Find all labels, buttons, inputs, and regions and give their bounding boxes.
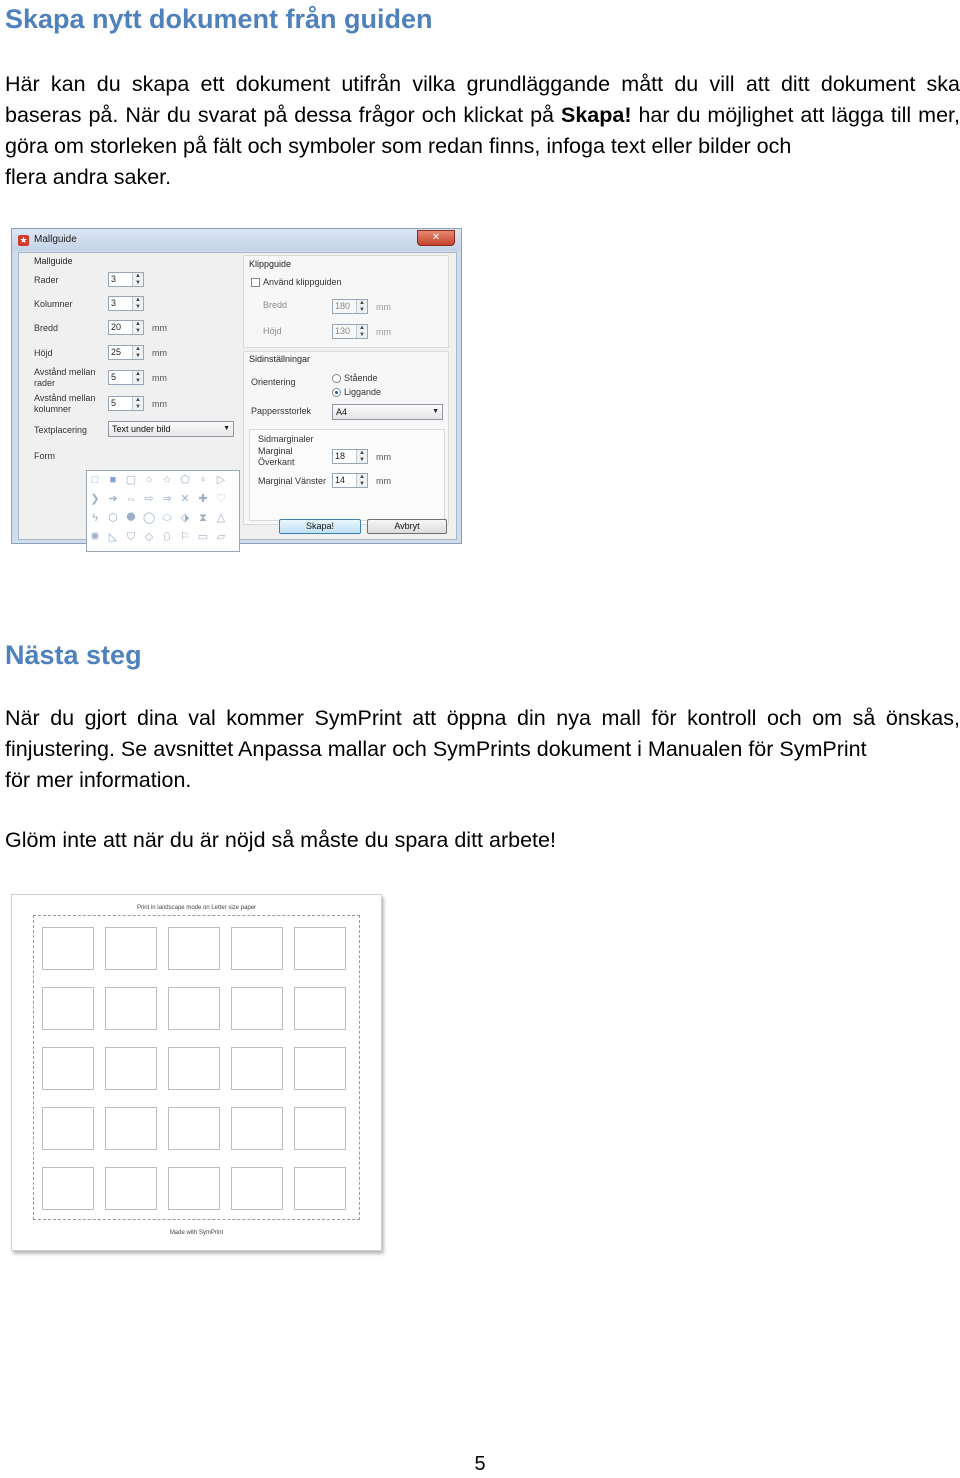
overkant-unit: mm: [376, 452, 391, 462]
diamond-shape-icon[interactable]: ◇: [144, 531, 154, 543]
block-arrow-shape-icon[interactable]: ⇨: [144, 493, 154, 505]
cut-guide: [33, 915, 360, 1220]
stepper-arrows-icon[interactable]: ▲ ▼: [132, 321, 143, 334]
rader-stepper[interactable]: [108, 272, 144, 287]
chevron-shape-icon[interactable]: ❯: [90, 493, 100, 505]
close-icon[interactable]: ✕: [417, 230, 455, 246]
intro-text-after: har du möjlighet att lägga till mer, göra om storleken på fält och symboler som redan finns, infoga text eller bilder och: [5, 103, 960, 158]
save-reminder: Glöm inte att när du är nöjd så måste du spara ditt arbete!: [5, 828, 556, 852]
next-step-paragraph: [5, 703, 960, 796]
avstand-rader-label: [34, 367, 95, 389]
intro-text-bold: Skapa!: [560, 103, 632, 127]
klippguide-checkbox[interactable]: [251, 278, 260, 287]
stepper-arrows-icon[interactable]: ▲ ▼: [356, 474, 367, 487]
arrow-shape-icon[interactable]: ⇒: [162, 493, 172, 505]
template-cell: [105, 927, 157, 970]
liggande-radio[interactable]: [332, 388, 341, 397]
kolumner-label: Kolumner: [34, 299, 73, 309]
hojd-stepper[interactable]: [108, 345, 144, 360]
stepper-arrows-icon[interactable]: ▲ ▼: [356, 450, 367, 463]
template-cell: [42, 1047, 94, 1090]
template-cell: [294, 1167, 346, 1210]
orientering-label: Orientering: [251, 377, 296, 387]
klipp-hojd-stepper[interactable]: [332, 324, 368, 339]
bredd-label: Bredd: [34, 323, 59, 333]
liggande-label: Liggande: [344, 387, 382, 397]
plus-shape-icon[interactable]: ✚: [198, 493, 208, 505]
template-cell: [231, 1107, 283, 1150]
overkant-line2: Överkant: [258, 457, 295, 467]
bredd-unit: mm: [152, 323, 167, 333]
vanster-label: Marginal Vänster: [258, 476, 327, 486]
shape-picker[interactable]: [86, 470, 240, 552]
circle-shape-icon[interactable]: ○: [145, 474, 153, 486]
template-cell: [231, 927, 283, 970]
template-cell: [294, 987, 346, 1030]
template-cell: [42, 987, 94, 1030]
klipp-hojd-value: 130: [335, 326, 351, 336]
wedge-shape-icon[interactable]: ◺: [108, 531, 118, 543]
chevron-down-icon: ▼: [432, 408, 439, 415]
avstand-rader-line2: rader: [34, 378, 56, 388]
klipp-bredd-value: 180: [335, 301, 351, 311]
next-step-text: När du gjort dina val kommer SymPrint att öppna din nya mall för kontroll och om så önskas, finjustering. Se avsnittet Anpassa mallar och SymPrints dokument i Manualen för SymPrint: [5, 706, 960, 761]
template-cell: [42, 1167, 94, 1210]
keyhole-shape-icon[interactable]: ♀: [198, 474, 208, 486]
textplacering-value: Text under bild: [112, 424, 171, 434]
section-heading-create: Skapa nytt dokument från guiden: [5, 4, 433, 34]
vanster-value: 14: [335, 475, 346, 485]
avstand-kolumner-label: [34, 393, 95, 415]
star-icon: ★: [19, 235, 28, 245]
stepper-arrows-icon[interactable]: ▲ ▼: [132, 297, 143, 310]
avstand-rader-unit: mm: [152, 373, 167, 383]
double-arrow-shape-icon[interactable]: ⇔: [125, 493, 137, 505]
stepper-arrows-icon[interactable]: ▲ ▼: [356, 300, 367, 313]
octagon-shape-icon[interactable]: ⯃: [126, 512, 136, 524]
cylinder-shape-icon[interactable]: ⬯: [163, 531, 171, 543]
dialog-client-area: [18, 252, 457, 543]
kolumner-value: 3: [111, 298, 117, 308]
rader-value: 3: [111, 274, 117, 284]
chevron-down-icon: ▼: [223, 425, 230, 432]
template-cell: [105, 1167, 157, 1210]
overkant-label: [258, 446, 295, 468]
template-cell: [231, 987, 283, 1030]
arrow-right-shape-icon[interactable]: ➔: [108, 493, 118, 505]
heart-shape-icon[interactable]: ♡: [216, 493, 226, 505]
template-preview-image: [11, 894, 382, 1251]
template-cell: [105, 1107, 157, 1150]
klipp-bredd-label: Bredd: [263, 300, 288, 310]
rounded-square-shape-icon[interactable]: ■: [109, 474, 117, 486]
avbryt-button[interactable]: Avbryt: [367, 519, 447, 534]
sidinstallningar-group-title: Sidinställningar: [249, 354, 311, 364]
stepper-arrows-icon[interactable]: ▲ ▼: [132, 371, 143, 384]
cross-x-shape-icon[interactable]: ✕: [180, 493, 190, 505]
hexagon-shape-icon[interactable]: ⬡: [108, 512, 118, 524]
avstand-kol-line1: Avstånd mellan: [34, 393, 96, 403]
pappersstorlek-value: A4: [336, 407, 348, 417]
pentagon-shape-icon[interactable]: ⬠: [180, 474, 190, 486]
triangle-right-shape-icon[interactable]: ▷: [216, 474, 226, 486]
stepper-arrows-icon[interactable]: ▲ ▼: [132, 346, 143, 359]
lightning-shape-icon[interactable]: ϟ: [92, 512, 98, 524]
avstand-rader-stepper[interactable]: [108, 370, 144, 385]
document-shape-icon[interactable]: ▭: [197, 531, 209, 543]
mallguide-dialog-screenshot: [11, 228, 462, 544]
hojd-label: Höjd: [34, 348, 53, 358]
klippguide-group-title: Klippguide: [249, 259, 292, 269]
ring-shape-icon[interactable]: ◯: [143, 512, 156, 524]
overkant-value: 18: [335, 451, 346, 461]
pentagon-arrow-shape-icon[interactable]: ⬗: [180, 512, 190, 524]
template-cell: [294, 927, 346, 970]
klipp-hojd-label: Höjd: [263, 326, 282, 336]
stepper-arrows-icon[interactable]: ▲ ▼: [356, 325, 367, 338]
template-cell: [168, 927, 220, 970]
overkant-stepper[interactable]: [332, 449, 368, 464]
template-cell: [231, 1047, 283, 1090]
rader-label: Rader: [34, 275, 59, 285]
template-cell: [105, 987, 157, 1030]
bredd-value: 20: [111, 322, 122, 332]
rounded-rect-shape-icon[interactable]: ▢: [125, 474, 137, 486]
stepper-arrows-icon[interactable]: ▲ ▼: [132, 273, 143, 286]
avstand-kolumner-stepper[interactable]: [108, 396, 144, 411]
hojd-unit: mm: [152, 348, 167, 358]
skapa-button[interactable]: Skapa!: [279, 519, 361, 534]
template-cell: [168, 1047, 220, 1090]
preview-header-text: Print in landscape mode on Letter size paper: [136, 905, 257, 911]
vanster-stepper[interactable]: [332, 473, 368, 488]
mallguide-group-title: Mallguide: [34, 256, 73, 266]
stepper-arrows-icon[interactable]: ▲ ▼: [132, 397, 143, 410]
template-cell: [231, 1167, 283, 1210]
template-cell: [294, 1047, 346, 1090]
template-cell: [168, 1107, 220, 1150]
template-cell: [168, 987, 220, 1030]
klippguide-checkbox-label: Använd klippguiden: [263, 277, 342, 287]
avstand-kol-line2: kolumner: [34, 404, 72, 414]
preview-footer-text: Made with SymPrint: [169, 1230, 224, 1236]
intro-text-last: flera andra saker.: [5, 165, 172, 189]
parallelogram-shape-icon[interactable]: ▱: [216, 531, 226, 543]
avstand-kol-unit: mm: [152, 399, 167, 409]
avstand-rader-value: 5: [111, 372, 117, 382]
triangle-shape-icon[interactable]: △: [216, 512, 226, 524]
intro-text-before: Här kan du skapa ett dokument utifrån vilka grundläggande mått du vill att ditt dokument ska baseras på. När du svarat på dessa frågor och klickat på: [5, 72, 960, 127]
section-heading-next-step: Nästa steg: [5, 640, 142, 670]
square-shape-icon[interactable]: □: [91, 474, 99, 486]
burst-shape-icon[interactable]: ✺: [90, 531, 100, 543]
sidmarginaler-label: Sidmarginaler: [258, 434, 314, 444]
intro-paragraph: [5, 69, 960, 193]
textplacering-select[interactable]: [108, 421, 234, 437]
template-cell: [105, 1047, 157, 1090]
page-number: 5: [474, 1453, 486, 1475]
staende-label: Stående: [344, 373, 378, 383]
staende-radio[interactable]: [332, 374, 341, 383]
klipp-hojd-unit: mm: [376, 327, 391, 337]
form-label: Form: [34, 451, 55, 461]
kolumner-stepper[interactable]: [108, 296, 144, 311]
template-cell: [294, 1107, 346, 1150]
avstand-rader-line1: Avstånd mellan: [34, 367, 96, 377]
bredd-stepper[interactable]: [108, 320, 144, 335]
klipp-bredd-stepper[interactable]: [332, 299, 368, 314]
template-cell: [168, 1167, 220, 1210]
avstand-kol-value: 5: [111, 398, 117, 408]
star-shape-icon[interactable]: ☆: [162, 474, 172, 486]
klipp-bredd-unit: mm: [376, 302, 391, 312]
dialog-title: Mallguide: [34, 234, 77, 245]
hojd-value: 25: [111, 347, 122, 357]
pappersstorlek-label: Pappersstorlek: [251, 406, 312, 416]
pappersstorlek-select[interactable]: [332, 404, 443, 420]
oval-shape-icon[interactable]: ⬭: [162, 512, 172, 524]
template-cell: [42, 927, 94, 970]
template-cell: [42, 1107, 94, 1150]
ribbon-shape-icon[interactable]: ⛉: [126, 531, 136, 543]
overkant-line1: Marginal: [258, 446, 293, 456]
next-step-text-last: för mer information.: [5, 768, 192, 792]
hourglass-shape-icon[interactable]: ⧗: [199, 512, 207, 524]
dialog-titlebar: [12, 229, 461, 251]
vanster-unit: mm: [376, 476, 391, 486]
flag-shape-icon[interactable]: ⚐: [180, 531, 190, 543]
textplacering-label: Textplacering: [34, 425, 88, 435]
